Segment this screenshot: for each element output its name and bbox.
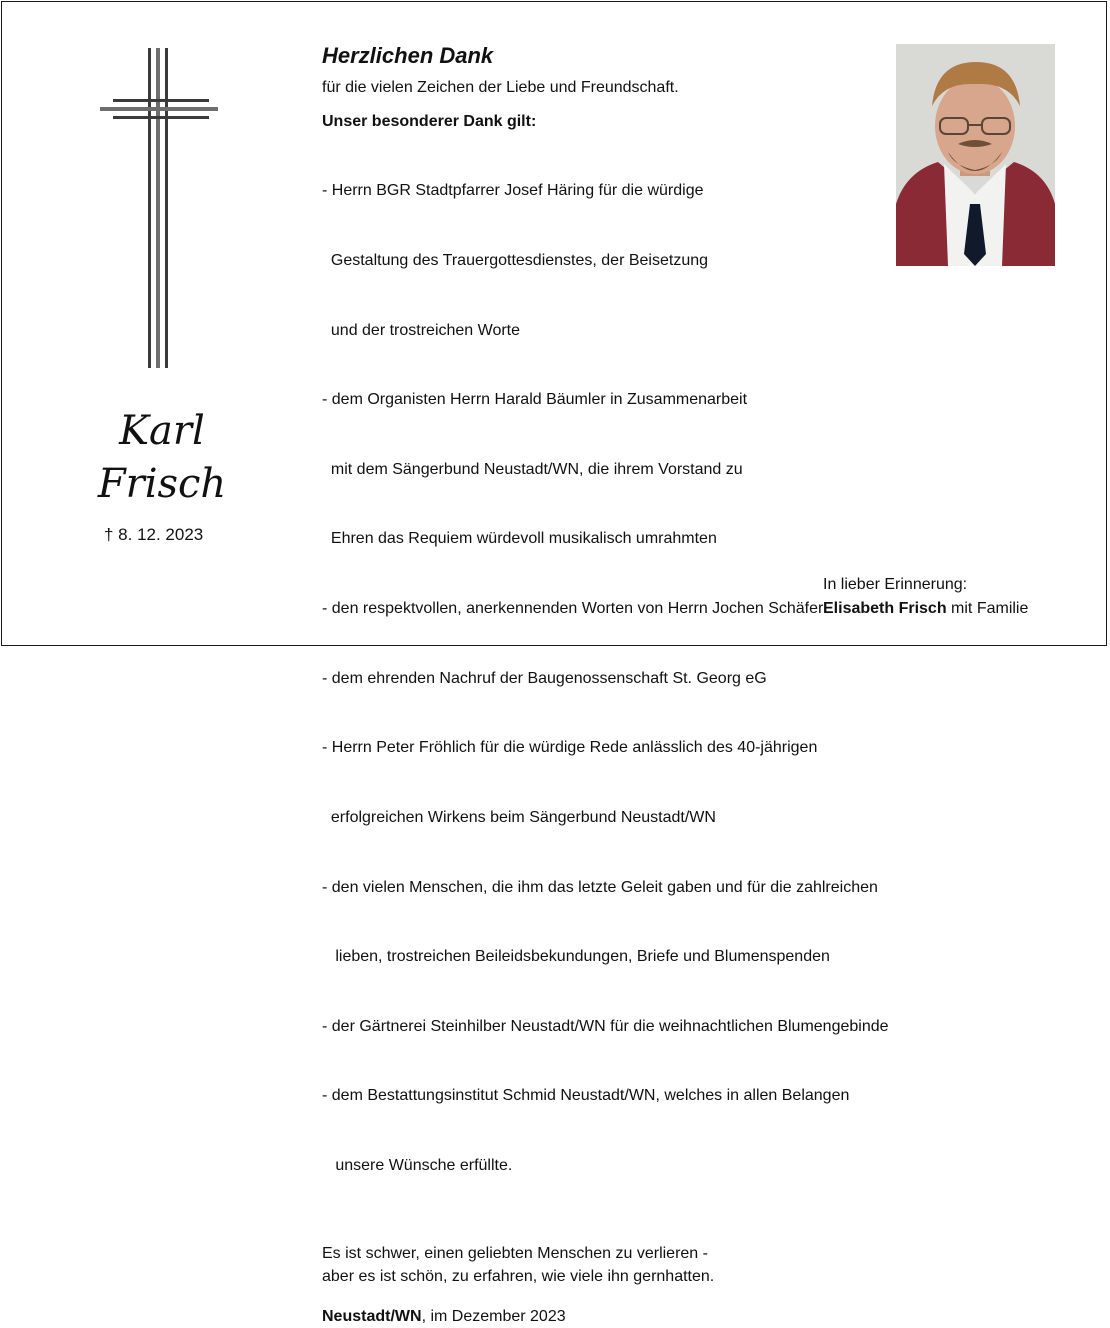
closing-text [322, 1242, 1022, 1289]
thanks-line: unsere Wünsche erfüllte. [322, 1156, 513, 1174]
signature-block [823, 573, 1028, 621]
thanks-line: - Herrn BGR Stadtpfarrer Josef Häring für die würdige [322, 182, 704, 200]
thanks-line: erfolgreichen Wirkens beim Sängerbund Neustadt/WN [322, 808, 716, 826]
cross-icon [98, 48, 220, 368]
death-date: † 8. 12. 2023 [104, 525, 204, 544]
deceased-last-name: Frisch [97, 461, 227, 507]
heading: Herzlichen Dank [322, 43, 494, 68]
thanks-line: - der Gärtnerei Steinhilber Neustadt/WN für die weihnachtlichen Blumengebinde [322, 1017, 889, 1035]
place-date-rest: , im Dezember 2023 [421, 1307, 566, 1325]
thanks-list [322, 133, 1022, 1224]
signature-family: mit Familie [946, 600, 1029, 617]
intro-line: für die vielen Zeichen der Liebe und Freundschaft. [322, 79, 679, 96]
thanks-line: mit dem Sängerbund Neustadt/WN, die ihrem Vorstand zu [322, 460, 743, 478]
closing-line: Es ist schwer, einen geliebten Menschen zu verlieren - [322, 1244, 708, 1262]
deceased-first-name: Karl [119, 408, 205, 454]
signature-intro: In lieber Erinnerung: [823, 576, 968, 593]
thanks-line: und der trostreichen Worte [322, 321, 521, 339]
place-date [322, 1305, 1022, 1328]
place-name: Neustadt/WN [322, 1307, 422, 1325]
signature-name: Elisabeth Frisch [823, 600, 947, 617]
signature-name-line [823, 597, 1028, 621]
thanks-line: Gestaltung des Trauergottesdienstes, der Beisetzung [322, 252, 709, 270]
thanks-line: - dem Organisten Herrn Harald Bäumler in Zusammenarbeit [322, 391, 748, 409]
closing-line: aber es ist schön, zu erfahren, wie viele ihn gernhatten. [322, 1268, 715, 1286]
thanks-line: lieben, trostreichen Beileidsbekundungen, Briefe und Blumenspenden [322, 948, 830, 966]
thanks-line: - den vielen Menschen, die ihm das letzte Geleit gaben und für die zahlreichen [322, 878, 878, 896]
portrait-photo [896, 44, 1055, 266]
thanks-line: - dem Bestattungsinstitut Schmid Neustadt/WN, welches in allen Belangen [322, 1087, 850, 1105]
thanks-line: - Herrn Peter Fröhlich für die würdige Rede anlässlich des 40-jährigen [322, 739, 818, 757]
thanks-line: - dem ehrenden Nachruf der Baugenossenschaft St. Georg eG [322, 669, 767, 687]
thanks-heading: Unser besonderer Dank gilt: [322, 113, 537, 130]
thanks-line: Ehren das Requiem würdevoll musikalisch umrahmten [322, 530, 717, 548]
thanks-line: - den respektvollen, anerkennenden Worten von Herrn Jochen Schäfer [322, 600, 824, 618]
